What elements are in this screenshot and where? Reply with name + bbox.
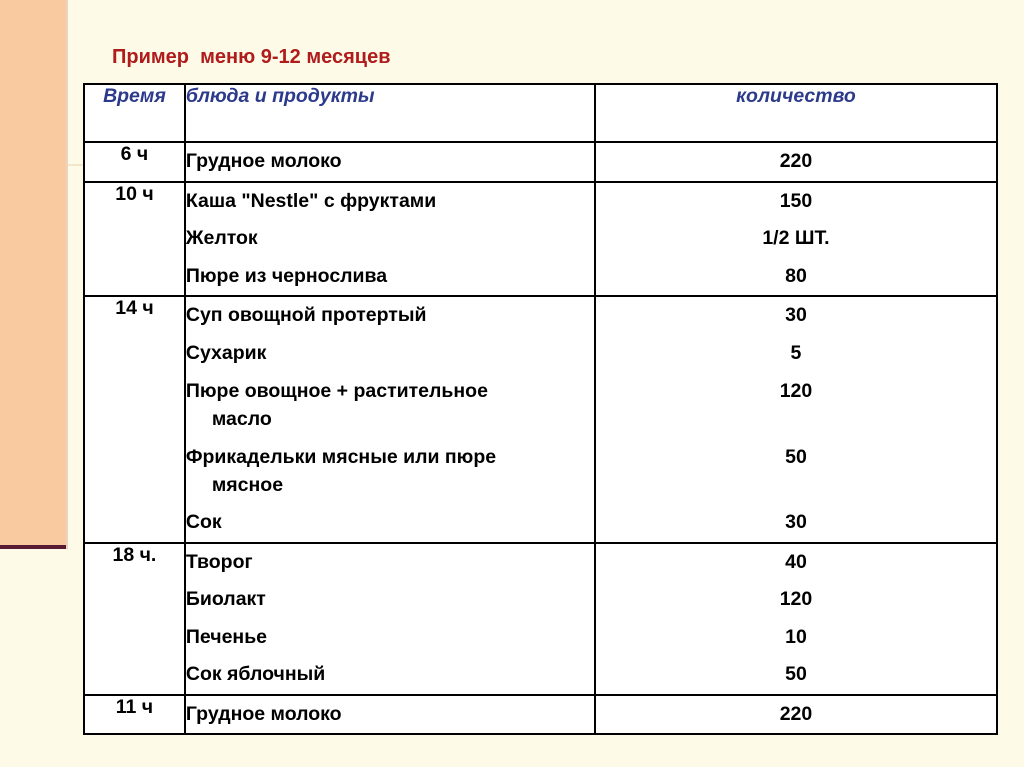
- meal-time: 18 ч.: [84, 543, 185, 695]
- decorative-faint-line: [68, 164, 84, 166]
- decorative-side-band: [0, 0, 66, 545]
- dish-name: [186, 438, 594, 504]
- meal-time: 10 ч: [84, 182, 185, 297]
- quantity-cell: [595, 296, 997, 543]
- dish-name-line: Фрикадельки мясные или пюре: [185, 446, 497, 468]
- table-row: [84, 142, 997, 182]
- dish-name-line: масло: [211, 408, 272, 430]
- dishes-cell: [185, 182, 595, 297]
- meal-time: 6 ч: [84, 142, 185, 182]
- dish-quantity: 30: [785, 511, 807, 533]
- header-quantity: количество: [595, 84, 997, 142]
- dish-name: Пюре из чернослива: [185, 264, 388, 287]
- decorative-side-edge: [66, 0, 68, 549]
- dish-quantity: 220: [779, 150, 813, 172]
- dish-name: Суп овощной протертый: [185, 304, 427, 326]
- dish-quantity: 50: [785, 663, 807, 685]
- dish-quantity: 5: [790, 341, 802, 364]
- dish-name: Сок: [185, 511, 222, 533]
- dish-name: Биолакт: [185, 588, 266, 610]
- dish-name: Сок яблочный: [185, 663, 326, 685]
- table-row: [84, 695, 997, 735]
- dish-name: Грудное молоко: [185, 150, 342, 172]
- dish-name: [186, 372, 594, 438]
- dish-quantity: 1/2 ШТ.: [762, 227, 830, 249]
- dish-quantity: 220: [779, 702, 813, 725]
- dish-name: Сухарик: [185, 341, 267, 364]
- dish-quantity: 30: [785, 304, 807, 326]
- dish-quantity: 40: [785, 550, 807, 573]
- dish-name: Печенье: [185, 625, 268, 648]
- dish-quantity: 120: [779, 380, 813, 402]
- menu-table-body: [84, 142, 997, 734]
- dishes-cell: [185, 695, 595, 735]
- table-row: [84, 296, 997, 543]
- dish-name: Грудное молоко: [185, 702, 342, 725]
- quantity-cell: [595, 695, 997, 735]
- dishes-cell: [185, 543, 595, 695]
- table-row: [84, 182, 997, 297]
- header-time: Время: [84, 84, 185, 142]
- dishes-cell: [185, 296, 595, 543]
- dish-quantity: 10: [785, 625, 807, 648]
- dish-name-line: Пюре овощное + растительное: [185, 380, 488, 402]
- dish-name: Творог: [185, 550, 253, 573]
- dish-name-line: мясное: [211, 474, 284, 496]
- meal-time: 11 ч: [84, 695, 185, 735]
- slide-title: Пример меню 9-12 месяцев: [112, 46, 391, 68]
- quantity-cell: [595, 182, 997, 297]
- dish-quantity: 50: [785, 446, 807, 468]
- table-header-row: [84, 84, 997, 142]
- quantity-cell: [595, 142, 997, 182]
- header-dishes: блюда и продукты: [185, 84, 595, 142]
- dish-name: Желток: [185, 227, 258, 249]
- meal-time: 14 ч: [84, 296, 185, 543]
- table-row: [84, 543, 997, 695]
- dish-quantity: 80: [785, 264, 807, 287]
- quantity-cell: [595, 543, 997, 695]
- decorative-divider: [0, 545, 66, 549]
- dish-quantity: 150: [779, 189, 813, 212]
- menu-table: [83, 83, 998, 735]
- dish-quantity: 120: [779, 588, 813, 610]
- dishes-cell: [185, 142, 595, 182]
- dish-name: Каша "Nestle" с фруктами: [185, 189, 437, 212]
